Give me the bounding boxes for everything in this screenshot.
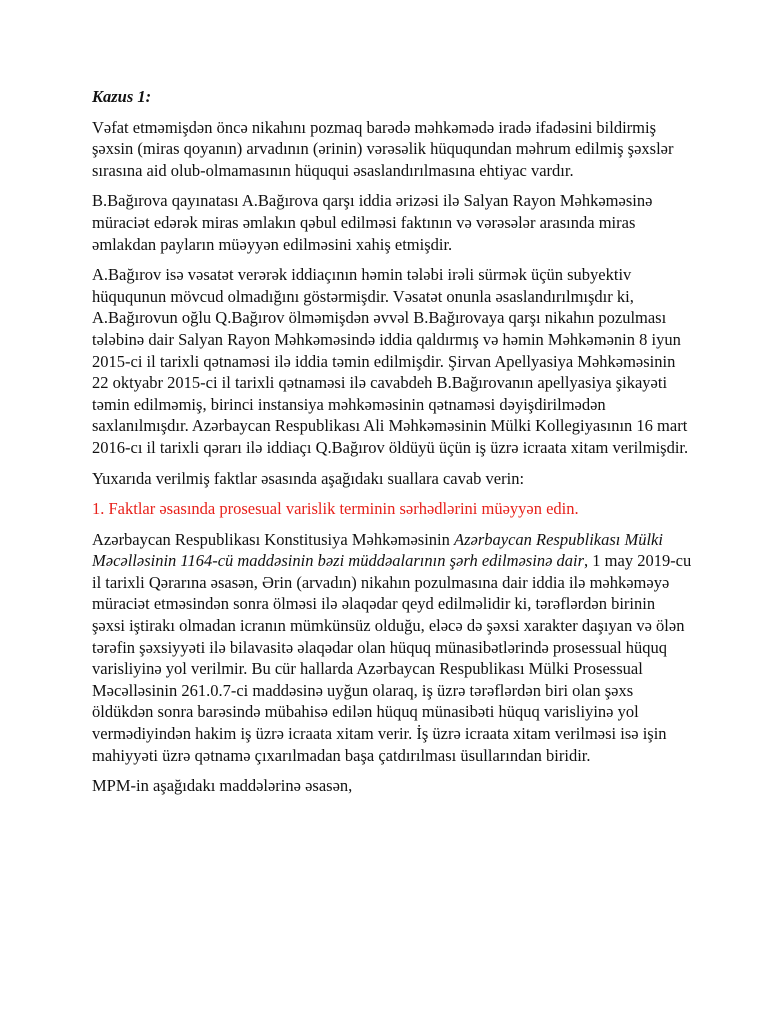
motion-paragraph: A.Bağırov isə vəsatət verərək iddiaçının həmin tələbi irəli sürmək üçün subyektiv hüququnun mövcud olmadığını göstərmişdir. Vəsatət onunla əsaslandırılmışdır ki, A.Bağırovun oğlu Q.Bağırov ölməmişdən əvvəl B.Bağırovaya qarşı nikahın pozulması tələbinə dair Salyan Rayon Məhkəməsində iddia qaldırmış və həmin Məhkəmənin 8 iyun 2015-ci il tarixli qətnaməsi ilə iddia təmin edilmişdir. Şirvan Apellyasiya Məhkəməsinin 22 oktyabr 2015-ci il tarixli qətnaməsi ilə cavabdeh B.Bağırovanın apellyasiya şikayəti təmin edilməmiş, birinci instansiya məhkəməsinin qətnaməsi dəyişdirilmədən saxlanılmışdır. Azərbaycan Respublikası Ali Məhkəməsinin Mülki Kollegiyasının 16 mart 2016-cı il tarixli qərarı ilə iddiaçı Q.Bağırov öldüyü üçün iş üzrə icraata xitam verilmişdir. — [92, 265, 689, 457]
intro-paragraph: Vəfat etməmişdən öncə nikahını pozmaq barədə məhkəmədə iradə ifadəsini bildirmiş şəxsin (miras qoyanın) arvadının (ərinin) vərəsəlik hüququndan məhrum edilmiş şəxslər sırasına aid olub-olmamasının hüququi əsaslandırılmasına ehtiyac vardır. — [92, 117, 674, 180]
instruction-paragraph: Yuxarıda verilmiş faktlar əsasında aşağıdakı suallara cavab verin: — [92, 468, 525, 488]
claim-paragraph: B.Bağırova qayınatası A.Bağırova qarşı iddia ərizəsi ilə Salyan Rayon Məhkəməsinə müraciət edərək miras əmlakın qəbul edilməsi faktının və vərəsələr arasında miras əmlakdan payların müəyyən edilməsini xahiş etmişdir. — [92, 191, 653, 254]
answer-intro-text: Azərbaycan Respublikası Konstitusiya Məhkəməsinin — [92, 529, 455, 549]
decision-title: Azərbaycan Respublikası Mülki Məcəlləsinin 1164-cü maddəsinin bəzi müddəalarının şərh edilməsinə dair — [92, 529, 663, 571]
answer-paragraph — [92, 529, 692, 767]
answer-body-text: , 1 may 2019-cu il tarixli Qərarına əsasən, Ərin (arvadın) nikahın pozulmasına dair iddia ilə məhkəməyə müraciət etməsindən sonra ölməsi ilə əlaqədar qeyd edilməlidir ki, tərəflərdən birinin şəxsi iştirakı olmadan icranın mümkünsüz olduğu, eləcə də şəxsi xarakter daşıyan və ölən tərəfin şəxsiyyəti ilə bilavasitə əlaqədar olan hüquq münasibətlərində prosessual hüquq varisliyinə yol verilmir. Bu cür hallarda Azərbaycan Respublikası Mülki Prosessual Məcəlləsinin 261.0.7-ci maddəsinə uyğun olaraq, iş üzrə tərəflərdən biri olan şəxs öldükdən sonra barəsində mübahisə edilən hüquq münasibəti hüquq varisliyinə yol vermədiyindən hakim iş üzrə icraata xitam verir. İş üzrə icraata xitam verilməsi isə işin mahiyyəti üzrə qətnamə çıxarılmadan başa çatdırılması üsullarından biridir. — [92, 551, 692, 765]
question-1: 1. Faktlar əsasında prosesual varislik terminin sərhədlərini müəyyən edin. — [92, 499, 579, 519]
case-heading: Kazus 1: — [92, 87, 152, 106]
closing-paragraph: MPM-in aşağıdakı maddələrinə əsasən, — [92, 776, 353, 796]
document-page — [92, 86, 692, 806]
